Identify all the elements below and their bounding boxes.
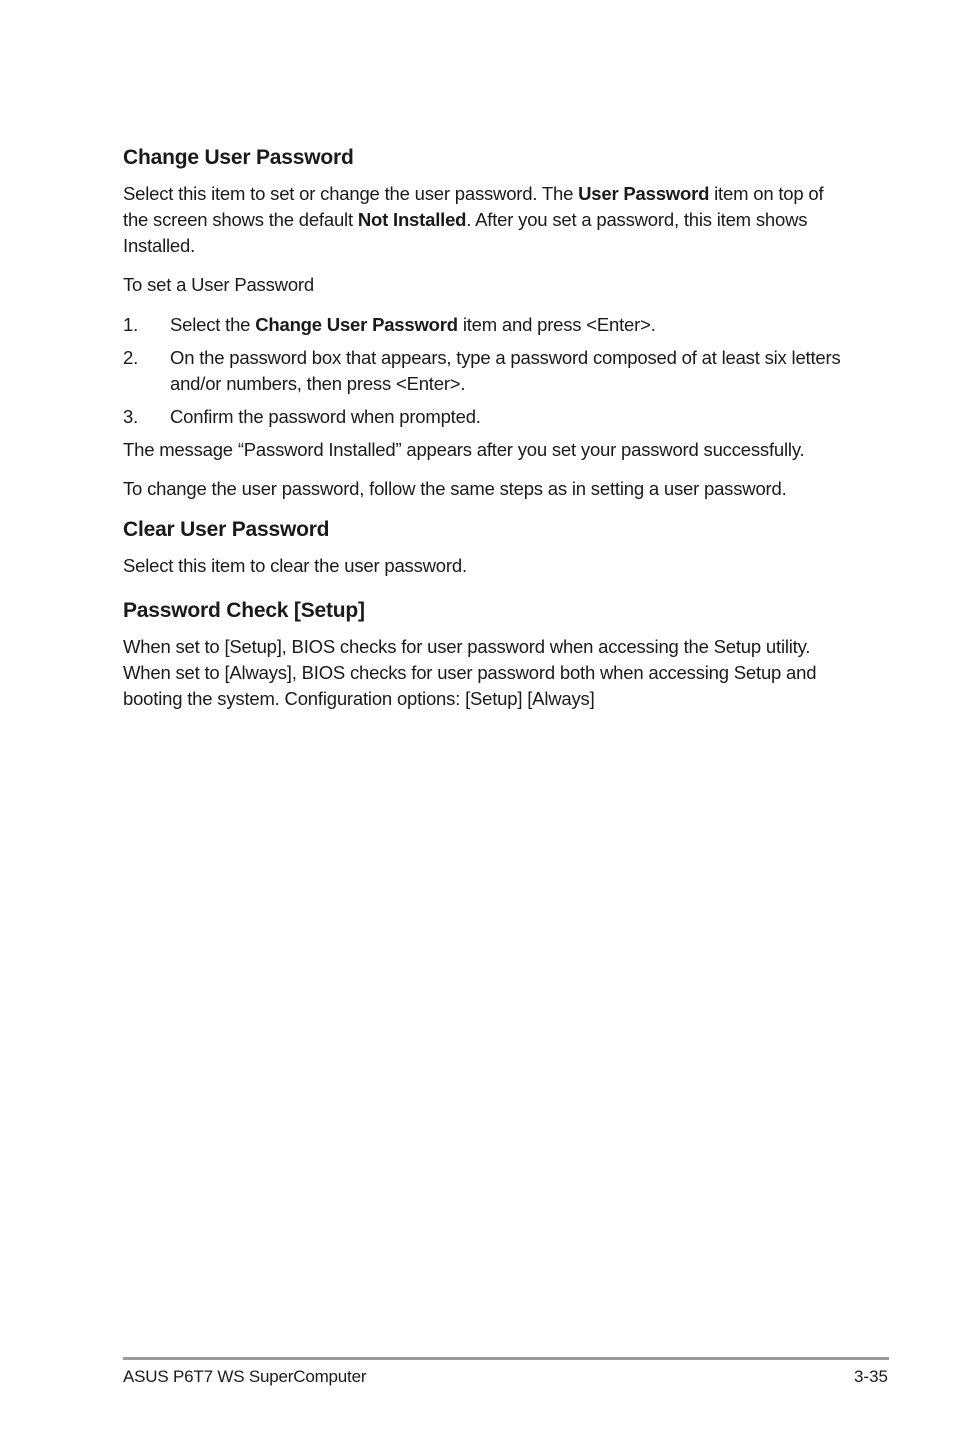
step-item: 1. Select the Change User Password item and press <Enter>. (123, 312, 843, 338)
change-user-password-term: Change User Password (255, 314, 458, 335)
step-number: 3. (123, 406, 139, 427)
section-heading-password-check: Password Check [Setup] (123, 599, 365, 622)
footer-divider (123, 1357, 889, 1360)
step-number: 2. (123, 347, 139, 368)
section-heading-clear-user-password: Clear User Password (123, 518, 330, 541)
footer-product-name: ASUS P6T7 WS SuperComputer (123, 1367, 367, 1386)
password-check-description: When set to [Setup], BIOS checks for user password when accessing the Setup utility. When set to [Always], BIOS checks for user password both when accessing Setup and booting the system. Configuration options: [Setup] [Always] (123, 636, 817, 709)
footer-page-number: 3-35 (853, 1367, 888, 1386)
change-user-password-description: Select this item to set or change the user password. The User Password item on top of the screen shows the default Not Installed. After you set a password, this item shows Installed. (123, 183, 824, 256)
step-item: 3. Confirm the password when prompted. (123, 404, 843, 430)
step-number: 1. (123, 314, 139, 335)
not-installed-term: Not Installed (357, 209, 467, 230)
step-item: 2. On the password box that appears, type a password composed of at least six letters and/or numbers, then press <Enter>. (123, 347, 841, 394)
password-installed-message-text: The message “Password Installed” appears after you set your password successfully. (123, 439, 805, 460)
document-page (123, 144, 843, 712)
to-set-user-password-text: To set a User Password (123, 274, 314, 295)
user-password-term: User Password (578, 183, 710, 204)
change-password-note: To change the user password, follow the same steps as in setting a user password. (123, 478, 787, 499)
steps-list (123, 312, 843, 430)
clear-user-password-description: Select this item to clear the user password. (123, 555, 467, 576)
section-heading-change-user-password: Change User Password (123, 146, 354, 169)
